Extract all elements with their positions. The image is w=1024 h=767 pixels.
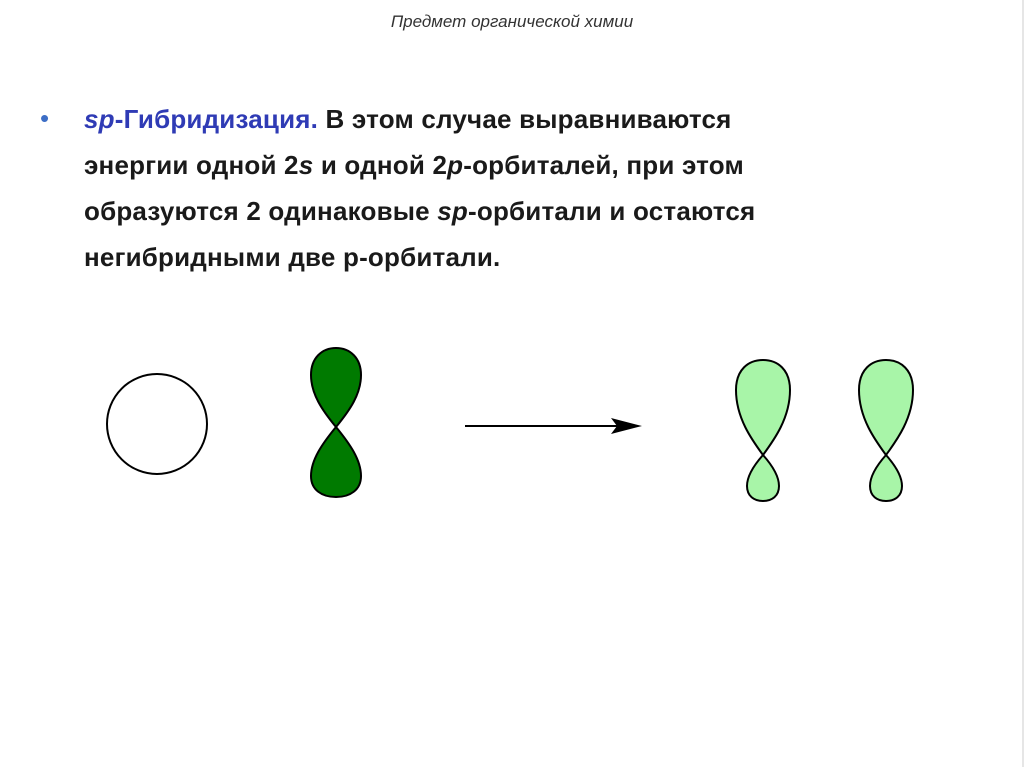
bullet-paragraph	[40, 96, 980, 280]
line3-a: образуются 2 одинаковые	[84, 196, 438, 226]
term-prefix: sp	[84, 104, 115, 134]
line2-b: и одной 2	[313, 150, 448, 180]
sp-orbital-1-small-lobe	[747, 455, 779, 501]
sp-orbital-1-large-lobe	[736, 360, 790, 455]
p-orbital-lower-lobe	[311, 427, 361, 497]
line2-a: энергии одной 2	[84, 150, 299, 180]
sp-orbital-2-small-lobe	[870, 455, 902, 501]
bullet-text	[84, 96, 980, 280]
p-orbital	[311, 348, 361, 497]
p-orbital-upper-lobe	[311, 348, 361, 427]
line3-sp: sp	[437, 196, 468, 226]
bullet-dot-icon: •	[40, 103, 50, 133]
line1-rest: В этом случае выравниваются	[318, 104, 732, 134]
sp-orbital-2	[859, 360, 913, 501]
line2-p: p	[447, 150, 464, 180]
slide-header: Предмет органической химии	[390, 12, 634, 31]
line3-b: -орбитали и остаются	[468, 196, 756, 226]
line4: негибридными две р-орбитали.	[84, 242, 501, 272]
sp-orbital-2-large-lobe	[859, 360, 913, 455]
term-suffix: -Гибридизация.	[114, 104, 319, 134]
line2-c: -орбиталей, при этом	[463, 150, 744, 180]
sp-orbital-1	[736, 360, 790, 501]
reaction-arrow	[465, 418, 642, 434]
term-highlight	[84, 104, 318, 134]
line2-s: s	[298, 150, 314, 180]
s-orbital	[107, 374, 207, 474]
orbital-diagram	[0, 330, 1024, 530]
